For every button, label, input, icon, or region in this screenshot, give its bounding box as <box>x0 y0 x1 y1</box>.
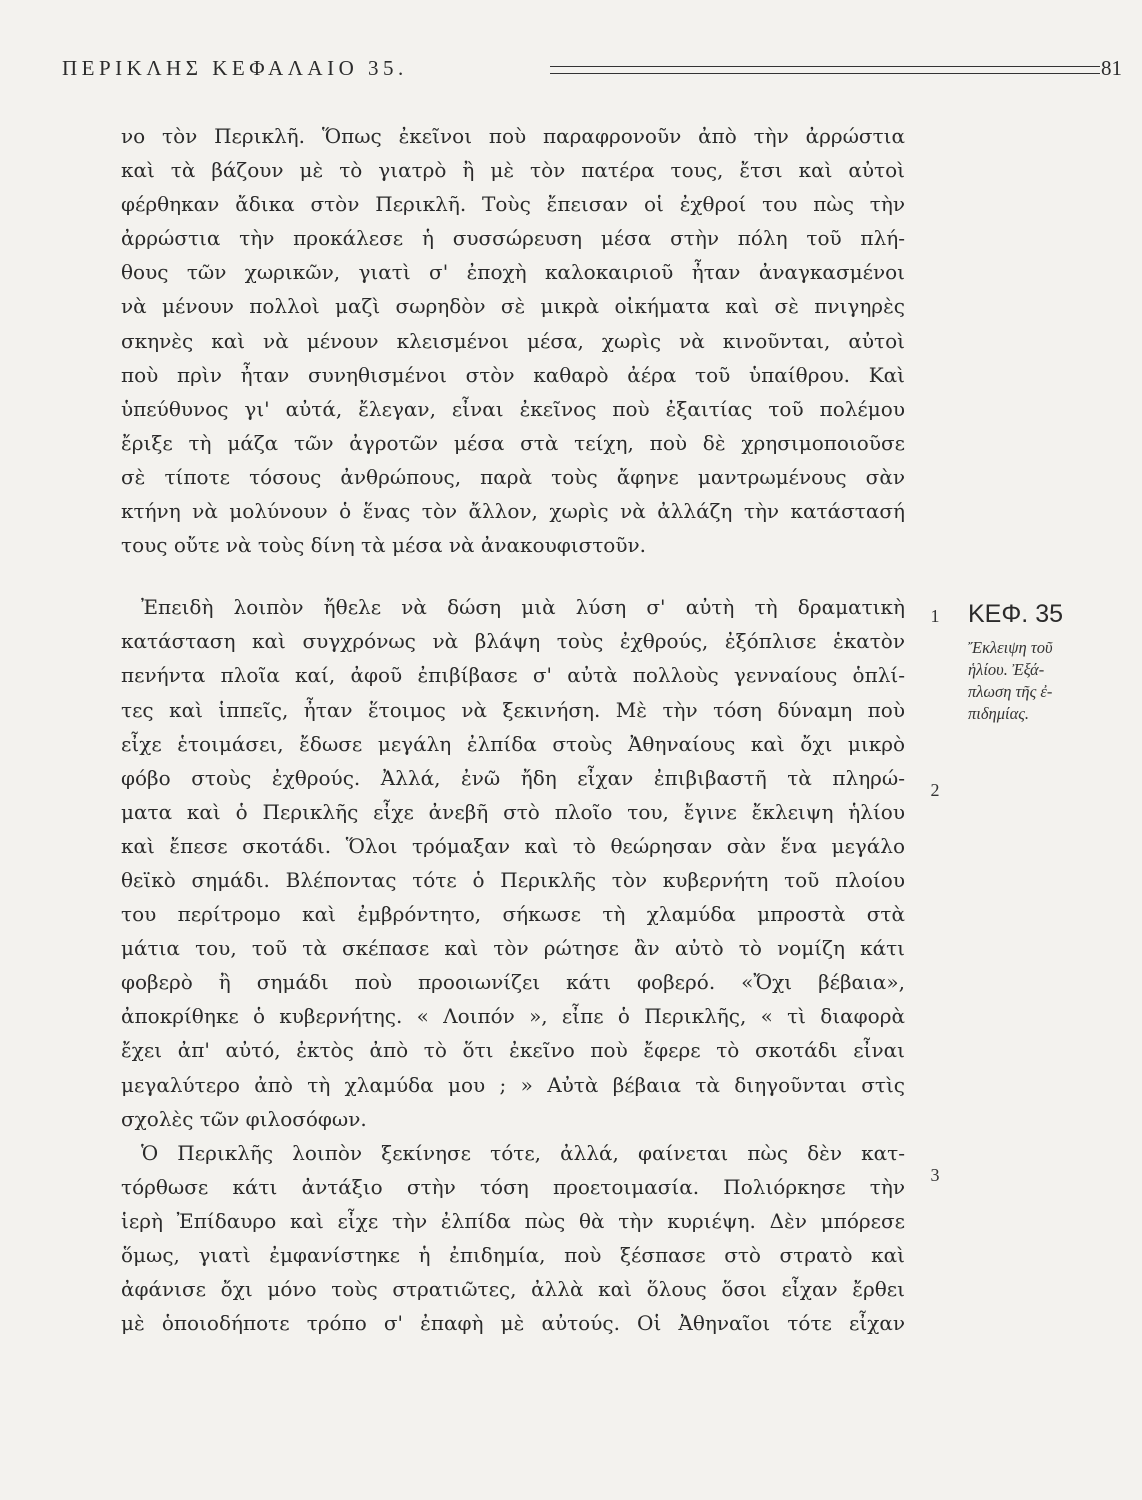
section-number-2: 2 <box>930 780 940 800</box>
text-line: φέρθηκαν ἄδικα στὸν Περικλῆ. Τοὺς ἔπεισαν οἱ ἐχθροί του πὼς τὴν <box>121 192 905 217</box>
page-header <box>62 56 1122 86</box>
margin-note-line: πιδημίας. <box>968 704 1030 723</box>
text-line: φόβο στοὺς ἐχθρούς. Ἀλλά, ἐνῶ ἤδη εἶχαν ἐπιβιβαστῆ τὰ πληρώ- <box>121 765 905 790</box>
body-text <box>121 119 905 1340</box>
paragraph-1-first-line: Ἐπειδὴ λοιπὸν ἤθελε νὰ δώση μιὰ λύση σ' αὐτὴ τὴ δραματικὴ <box>141 595 905 620</box>
margin-note-line: Ἔκλειψη τοῦ <box>968 638 1053 657</box>
text-line: ποὺ πρὶν ἦταν συνηθισμένοι στὸν καθαρὸ ἀέρα τοῦ ὑπαίθρου. Καὶ <box>121 362 905 387</box>
text-line: ἀρρώστια τὴν προκάλεσε ἡ συσσώρευση μέσα στὴν πόλη τοῦ πλή- <box>121 226 905 251</box>
text-line: ἔριξε τὴ μάζα τῶν ἀγροτῶν μέσα στὰ τείχη, ποὺ δὲ χρησιμοποιοῦσε <box>121 430 905 455</box>
text-line: σχολὲς τῶν φιλοσόφων. <box>121 1106 367 1131</box>
text-line: ὅμως, γιατὶ ἐμφανίστηκε ἡ ἐπιδημία, ποὺ ξέσπασε στὸ στρατὸ καὶ <box>121 1243 905 1267</box>
text-line: μὲ ὁποιοδήποτε τρόπο σ' ἐπαφὴ μὲ αὐτούς. Οἱ Ἀθηναῖοι τότε εἶχαν <box>121 1311 905 1336</box>
section-number-3: 3 <box>930 1165 940 1185</box>
text-line: ματα καὶ ὁ Περικλῆς εἶχε ἀνεβῆ στὸ πλοῖο του, ἔγινε ἔκλειψη ἡλίου <box>121 799 905 824</box>
text-line: ἀποκρίθηκε ὁ κυβερνήτης. « Λοιπόν », εἶπε ὁ Περικλῆς, « τὶ διαφορὰ <box>121 1004 905 1029</box>
text-line: νο τὸν Περικλῆ. Ὅπως ἐκεῖνοι ποὺ παραφρονοῦν ἀπὸ τὴν ἀρρώστια <box>121 124 905 148</box>
section-number-1: 1 <box>930 606 940 626</box>
text-line: εἶχε ἑτοιμάσει, ἔδωσε μεγάλη ἐλπίδα στοὺς Ἀθηναίους καὶ ὄχι μικρὸ <box>121 731 905 756</box>
paragraph-3-first-line: Ὁ Περικλῆς λοιπὸν ξεκίνησε τότε, ἀλλά, φαίνεται πὼς δὲν κατ- <box>141 1140 905 1165</box>
text-line: καὶ ἔπεσε σκοτάδι. Ὅλοι τρόμαξαν καὶ τὸ θεώρησαν σὰν ἕνα μεγάλο <box>121 833 905 858</box>
text-line: φοβερὸ ἢ σημάδι ποὺ προοιωνίζει κάτι φοβερό. «Ὄχι βέβαια», <box>121 970 905 995</box>
text-line: νὰ μένουν πολλοὶ μαζὶ σωρηδὸν σὲ μικρὰ οἰκήματα καὶ σὲ πνιγηρὲς <box>121 294 905 319</box>
chapter-label: ΚΕΦ. 35 <box>968 600 1063 628</box>
text-line: μάτια του, τοῦ τὰ σκέπασε καὶ τὸν ρώτησε ἂν αὐτὸ τὸ νομίζη κάτι <box>121 936 905 961</box>
text-line: μεγαλύτερο ἀπὸ τὴ χλαμύδα μου ; » Αὐτὰ βέβαια τὰ διηγοῦνται στὶς <box>121 1072 905 1097</box>
text-line: τόρθωσε κάτι ἀντάξιο στὴν τόση προετοιμασία. Πολιόρκησε τὴν <box>121 1174 905 1199</box>
text-line: σὲ τίποτε τόσους ἀνθρώπους, παρὰ τοὺς ἄφηνε μαντρωμένους σὰν <box>121 464 905 489</box>
text-line: τους οὔτε νὰ τοὺς δίνη τὰ μέσα νὰ ἀνακουφιστοῦν. <box>121 533 646 558</box>
text-line: θους τῶν χωρικῶν, γιατὶ σ' ἐποχὴ καλοκαιριοῦ ἦταν ἀναγκασμένοι <box>121 260 905 285</box>
page-number: 81 <box>1101 56 1122 80</box>
margin-note-line: ἡλίου. Ἐξά- <box>968 660 1045 679</box>
margin-note <box>968 600 1128 725</box>
text-line: ἀφάνισε ὄχι μόνο τοὺς στρατιῶτες, ἀλλὰ καὶ ὅλους ὅσοι εἶχαν ἔρθει <box>121 1277 905 1302</box>
text-line: τες καὶ ἱππεῖς, ἦταν ἕτοιμος νὰ ξεκινήση. Μὲ τὴν τόση δύναμη ποὺ <box>121 697 905 722</box>
text-line: θεϊκὸ σημάδι. Βλέποντας τότε ὁ Περικλῆς τὸν κυβερνήτη τοῦ πλοίου <box>121 867 905 892</box>
header-rule <box>550 66 1100 74</box>
text-line: σκηνὲς καὶ νὰ μένουν κλεισμένοι μέσα, χωρὶς νὰ κινοῦνται, αὐτοὶ <box>121 328 905 353</box>
text-line: πενήντα πλοῖα καί, ἀφοῦ ἐπιβίβασε σ' αὐτὰ πολλοὺς γενναίους ὁπλί- <box>121 663 905 688</box>
text-line: ἔχει ἀπ' αὐτό, ἐκτὸς ἀπὸ τὸ ὅτι ἐκεῖνο ποὺ ἔφερε τὸ σκοτάδι εἶναι <box>121 1038 905 1063</box>
text-line: ἱερὴ Ἐπίδαυρο καὶ εἶχε τὴν ἐλπίδα πὼς θὰ τὴν κυριέψη. Δὲν μπόρεσε <box>121 1208 905 1233</box>
text-line: κτήνη νὰ μολύνουν ὁ ἕνας τὸν ἄλλον, χωρὶς νὰ ἀλλάζη τὴν κατάστασή <box>121 499 905 524</box>
text-line: καὶ τὰ βάζουν μὲ τὸ γιατρὸ ἢ μὲ τὸν πατέρα τους, ἔτσι καὶ αὐτοὶ <box>121 158 905 183</box>
text-line: του περίτρομο καὶ ἐμβρόντητο, σήκωσε τὴ χλαμύδα μπροστὰ στὰ <box>121 902 905 927</box>
running-title: ΠΕΡΙΚΛΗΣ ΚΕΦΑΛΑΙΟ 35. <box>62 56 408 80</box>
text-line: κατάσταση καὶ συγχρόνως νὰ βλάψη τοὺς ἐχθρούς, ἐξόπλισε ἑκατὸν <box>121 629 905 654</box>
margin-note-line: πλωση τῆς ἐ- <box>968 682 1053 701</box>
text-line: ὑπεύθυνος γι' αὐτά, ἔλεγαν, εἶναι ἐκεῖνος ποὺ ἐξαιτίας τοῦ πολέμου <box>121 396 905 421</box>
